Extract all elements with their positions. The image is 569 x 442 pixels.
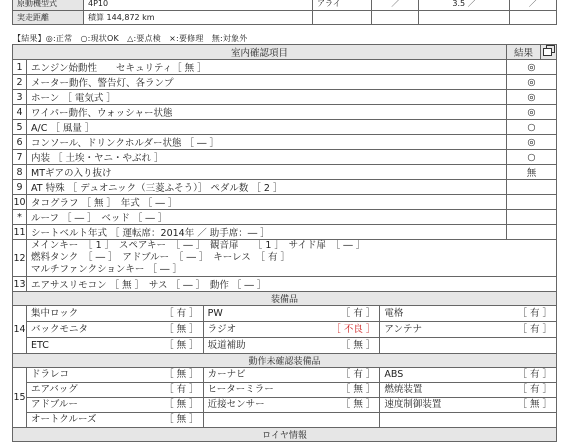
equipment-row bbox=[27, 306, 556, 321]
equipment-value: ［ 有 ］ bbox=[164, 384, 199, 395]
equipment-row bbox=[27, 321, 556, 337]
equipment-name: アンテナ bbox=[384, 324, 422, 335]
item-number: 7 bbox=[13, 150, 27, 165]
equipment-cell bbox=[27, 413, 203, 427]
equipment-cell bbox=[379, 383, 556, 397]
item-result bbox=[507, 195, 557, 210]
equipment-row bbox=[27, 412, 556, 427]
equipment-name: 燃焼装置 bbox=[384, 384, 423, 395]
item-text: ルーフ ［ ― ］ ベッド ［ ― ］ bbox=[27, 210, 507, 225]
equipment-name: アドブルー bbox=[31, 399, 78, 410]
item-text: エンジン始動性 セキュリティ［ 無 ］ bbox=[27, 60, 507, 75]
result-legend: 【結果】◎:正常 ○:現状OK △:要点検 ×:要修理 無:対象外 bbox=[13, 34, 248, 43]
check-item-row bbox=[13, 120, 557, 135]
equipment-value: ［ 無 ］ bbox=[164, 414, 199, 425]
equipment-value: ［ 有 ］ bbox=[164, 308, 199, 319]
equipment-value: ［ 無 ］ bbox=[164, 369, 199, 380]
equipment-row bbox=[27, 337, 556, 353]
equipment-name: ABS bbox=[384, 369, 404, 380]
item-text: コンソール、ドリンクホルダー状態 ［ ― ］ bbox=[27, 135, 507, 150]
equipment-name: ETC bbox=[31, 340, 49, 351]
equipment-name: エアバッグ bbox=[31, 384, 78, 395]
equipment-cell bbox=[379, 413, 556, 427]
item-13-number: 13 bbox=[13, 278, 26, 290]
item-text: A/C ［ 風量 ］ bbox=[27, 120, 507, 135]
item-text: メーター動作、警告灯、各ランプ bbox=[27, 75, 507, 90]
footer-section-header: ロイヤ情報 bbox=[13, 428, 557, 442]
item-text: ホーン ［ 電気式 ］ bbox=[27, 90, 507, 105]
check-item-row bbox=[13, 150, 557, 165]
equipment-value: ［ 有 ］ bbox=[517, 384, 553, 395]
equipment-value: ［ 不良 ］ bbox=[331, 324, 376, 335]
equipment-name: カーナビ bbox=[207, 369, 246, 380]
interior-check-header: 室内確認項目 bbox=[13, 45, 507, 60]
equipment-value: ［ 無 ］ bbox=[340, 340, 376, 351]
check-item-row bbox=[13, 195, 557, 210]
equipment-value: ［ 有 ］ bbox=[517, 324, 553, 335]
item-result: 無 bbox=[507, 165, 557, 180]
item-text: AT 特殊 ［ デュオニック（三菱ふそう）］ ペダル数 ［ 2 ］ bbox=[27, 180, 507, 195]
mileage-label: 実走距離 bbox=[13, 11, 84, 25]
equipment-value: ［ 有 ］ bbox=[517, 308, 553, 319]
equipment-name: 電格 bbox=[384, 308, 404, 319]
equipment-cell bbox=[203, 322, 380, 337]
equipment-row bbox=[27, 382, 556, 397]
item-result bbox=[507, 210, 557, 225]
keys-line-2: 燃料タンク ［ ― ］ アドブルー ［ ― ］ キーレス ［ 有 ］ bbox=[31, 252, 291, 263]
result-header: 結果 bbox=[507, 45, 541, 60]
equipment-cell bbox=[27, 368, 203, 382]
equipment-cell bbox=[27, 306, 203, 321]
equipment-value: ［ 無 ］ bbox=[164, 324, 199, 335]
check-item-row bbox=[13, 60, 557, 75]
copy-icon[interactable] bbox=[541, 45, 557, 60]
item-number: 2 bbox=[13, 75, 27, 90]
equipment-value: ［ 無 ］ bbox=[340, 384, 376, 395]
equipment-row bbox=[27, 368, 556, 382]
item-15-number: 15 bbox=[13, 368, 27, 428]
keys-line-3: マルチファンクションキー ［ ― ］ bbox=[31, 264, 182, 275]
alignment-value-2: 3.5 ／ bbox=[419, 0, 509, 11]
equipment-name: ヒーターミラー bbox=[207, 384, 274, 395]
item-result: ○ bbox=[507, 150, 557, 165]
inspection-table bbox=[12, 44, 557, 442]
equipment-grid bbox=[27, 306, 557, 354]
equipment-cell bbox=[27, 383, 203, 397]
unconfirmed-grid bbox=[27, 368, 557, 428]
equipment-cell bbox=[379, 306, 556, 321]
alignment-value-3: ／ bbox=[509, 0, 556, 11]
check-item-row bbox=[13, 225, 557, 240]
engine-model-label: 原動機型式 bbox=[13, 0, 84, 11]
item-result: ○ bbox=[507, 120, 557, 135]
item-text: シートベルト年式 ［ 運転席：2014年 ／ 助手席：― ］ bbox=[27, 225, 507, 240]
unconfirmed-header: 動作未確認装備品 bbox=[13, 354, 557, 368]
item-number: 1 bbox=[13, 60, 27, 75]
equipment-value: ［ 有 ］ bbox=[340, 369, 376, 380]
equipment-value: ［ 無 ］ bbox=[164, 399, 199, 410]
alignment-label: アライ bbox=[313, 0, 372, 11]
item-result: ◎ bbox=[507, 135, 557, 150]
equipment-cell bbox=[203, 398, 380, 412]
equipment-cell bbox=[27, 338, 203, 353]
equipment-cell bbox=[203, 368, 380, 382]
mileage-value: 積算 144,872 km bbox=[84, 11, 313, 25]
item-result bbox=[507, 225, 557, 240]
item-text: 内装 ［ 土埃・ヤニ・やぶれ ］ bbox=[27, 150, 507, 165]
item-number: 4 bbox=[13, 105, 27, 120]
item-number: 6 bbox=[13, 135, 27, 150]
check-item-row bbox=[13, 180, 557, 195]
equipment-value: ［ 無 ］ bbox=[164, 340, 199, 351]
item-text: MTギアの入り抜け bbox=[27, 165, 507, 180]
item-number: 3 bbox=[13, 90, 27, 105]
equipment-cell bbox=[27, 322, 203, 337]
equipment-cell bbox=[27, 398, 203, 412]
check-item-row bbox=[13, 90, 557, 105]
equipment-cell bbox=[203, 338, 380, 353]
equipment-row bbox=[27, 397, 556, 412]
equipment-cell bbox=[379, 398, 556, 412]
equipment-name: ドラレコ bbox=[31, 369, 70, 380]
equipment-cell bbox=[203, 383, 380, 397]
check-item-row bbox=[13, 75, 557, 90]
equipment-name: 近接センサー bbox=[207, 399, 265, 410]
equipment-header: 装備品 bbox=[13, 292, 557, 306]
item-number: 11 bbox=[13, 226, 26, 238]
equipment-name: バックモニタ bbox=[31, 324, 89, 335]
item-12-number: 12 bbox=[13, 240, 27, 277]
item-number: 5 bbox=[13, 120, 27, 135]
item-result bbox=[507, 180, 557, 195]
equipment-cell bbox=[379, 338, 556, 353]
equipment-cell bbox=[203, 413, 380, 427]
item-number: 10 bbox=[13, 196, 26, 208]
item-text: ワイパー動作、ウォッシャー状態 bbox=[27, 105, 507, 120]
vehicle-info-table bbox=[12, 0, 557, 25]
equipment-value: ［ 有 ］ bbox=[340, 308, 376, 319]
item-result: ◎ bbox=[507, 75, 557, 90]
keys-line-1: メインキー ［ 1 ］ スペアキー ［ ― ］ 観音扉 ［ 1 ］ サイド扉 ［ ― ］ bbox=[31, 240, 366, 251]
equipment-cell bbox=[379, 322, 556, 337]
check-item-row bbox=[13, 135, 557, 150]
check-item-row bbox=[13, 210, 557, 225]
item-number: 9 bbox=[13, 180, 27, 195]
item-14-number: 14 bbox=[13, 306, 27, 354]
equipment-value: ［ 無 ］ bbox=[517, 399, 553, 410]
equipment-name: オートクルーズ bbox=[31, 414, 97, 425]
item-number: * bbox=[13, 210, 27, 225]
item-result: ◎ bbox=[507, 90, 557, 105]
equipment-name: PW bbox=[207, 308, 223, 319]
air-suspension-item: エアサスリモコン ［ 無 ］ サス ［ ― ］ 動作 ［ ― ］ bbox=[27, 277, 557, 292]
alignment-value-1: ／ bbox=[372, 0, 419, 11]
item-text: タコグラフ ［ 無 ］ 年式 ［ ― ］ bbox=[27, 195, 507, 210]
check-item-row bbox=[13, 165, 557, 180]
equipment-name: ラジオ bbox=[207, 324, 237, 335]
item-result: ◎ bbox=[507, 105, 557, 120]
equipment-value: ［ 有 ］ bbox=[517, 369, 553, 380]
equipment-value: ［ 無 ］ bbox=[340, 399, 376, 410]
equipment-name: 坂道補助 bbox=[207, 340, 246, 351]
equipment-cell bbox=[379, 368, 556, 382]
equipment-cell bbox=[203, 306, 380, 321]
check-item-row bbox=[13, 105, 557, 120]
keys-item bbox=[27, 240, 557, 277]
engine-model-value: 4P10 bbox=[84, 0, 313, 11]
equipment-name: 集中ロック bbox=[31, 308, 79, 319]
item-number: 8 bbox=[13, 165, 27, 180]
item-result: ◎ bbox=[507, 60, 557, 75]
equipment-name: 速度制御装置 bbox=[384, 399, 442, 410]
